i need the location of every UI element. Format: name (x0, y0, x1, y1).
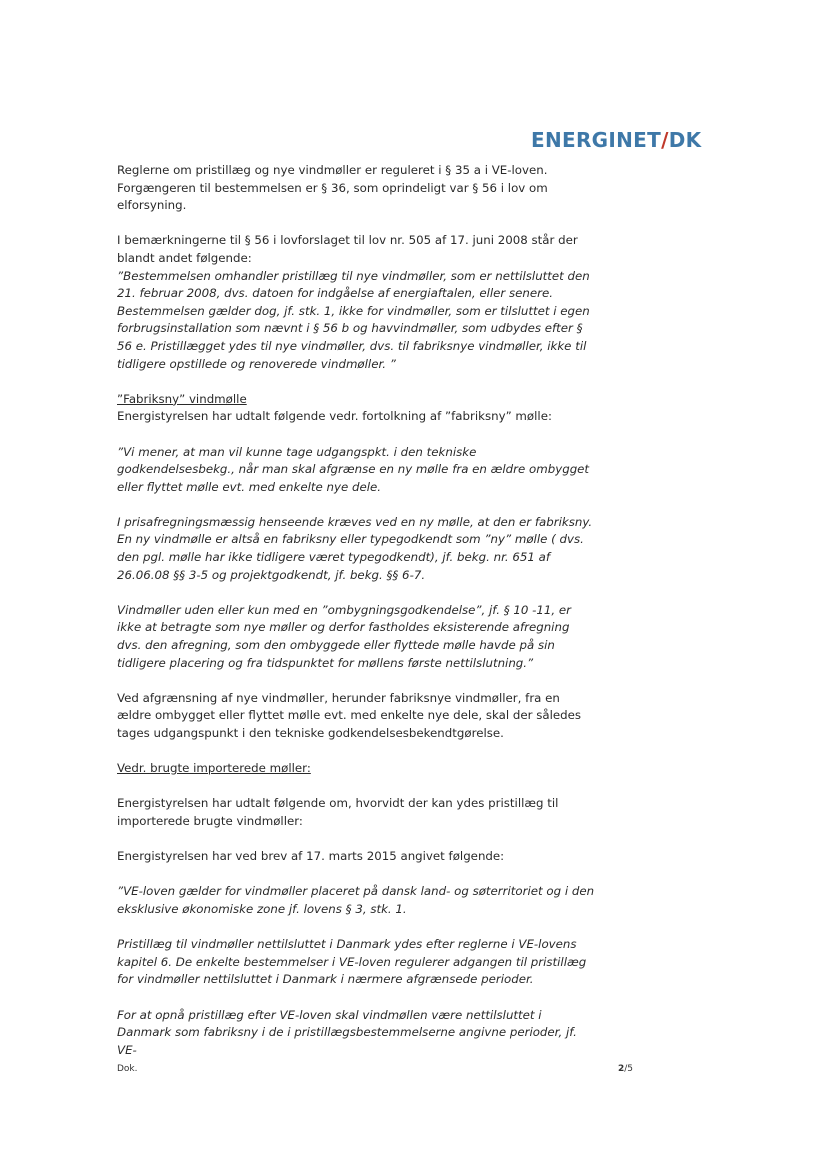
quote-fabriksny-3: Vindmøller uden eller kun med en ”ombygningsgodkendelse”, jf. § 10 -11, er ikke at betragte som nye møller og derfor fastholdes eksisterende afregning dvs. den afregning, som den ombyggede eller flyttede mølle havde på sin tidligere placering og fra tidspunktet for møllens første nettilslutning.” (117, 602, 572, 670)
quote-ve-loven-1: ”VE-loven gælder for vindmøller placeret på dansk land- og søterritoriet og i den eksklusive økonomiske zone jf. lovens § 3, stk. 1. (117, 884, 595, 916)
paragraph-brev: Energistyrelsen har ved brev af 17. marts 2015 angivet følgende: (117, 849, 505, 864)
quote-fabriksny-1: ”Vi mener, at man vil kunne tage udgangspkt. i den tekniske godkendelsesbekg., når man skal afgrænse en ny mølle fra en ældre ombygget eller flyttet mølle evt. med enkelte nye dele. (117, 444, 590, 494)
footer-doc-label: Dok. (117, 1064, 138, 1074)
paragraph-intro: Reglerne om pristillæg og nye vindmøller er reguleret i § 35 a i VE-loven. Forgængeren til bestemmelsen er § 36, som oprindeligt var § 56 i lov om elforsyning. (117, 163, 548, 213)
heading-importerede: Vedr. brugte importerede møller: (117, 761, 311, 776)
paragraph-importerede: Energistyrelsen har udtalt følgende om, hvorvidt der kan ydes pristillæg til importerede brugte vindmøller: (117, 796, 559, 828)
quote-ve-loven-3: For at opnå pristillæg efter VE-loven skal vindmøllen være nettilsluttet i Danmark som fabriksny i de i pristillægsbestemmelserne angivne perioder, jf. VE- (117, 1007, 577, 1057)
quote-fabriksny-2: I prisafregningsmæssig henseende kræves ved en ny mølle, at den er fabriksny. En ny vindmølle er altså en fabriksny eller typegodkendt som ”ny” mølle ( dvs. den pgl. mølle har ikke tidligere været typegodkendt), jf. bekg. nr. 651 af 26.06.08 §§ 3-5 og projektgodkendt, jf. bekg. §§ 6-7. (117, 514, 593, 582)
quote-ve-loven-2: Pristillæg til vindmøller nettilsluttet i Danmark ydes efter reglerne i VE-lovens kapitel 6. De enkelte bestemmelser i VE-loven regulerer adgangen til pristillæg for vindmøller nettilsluttet i Danmark i nærmere afgrænsede perioder. (117, 937, 587, 987)
quote-remarks: ”Bestemmelsen omhandler pristillæg til nye vindmøller, som er nettilsluttet den 21. februar 2008, dvs. datoen for indgåelse af energiaftalen, eller senere. Bestemmelsen gælder dog, jf. stk. 1, ikke for vindmøller, som er tilsluttet i egen forbrugsinstallation som nævnt i § 56 b og havvindmøller, som udbydes efter § 56 e. Pristillægget ydes til nye vindmøller, dvs. til fabriksnye vindmøller, ikke til tidligere opstillede og renoverede vindmøller. ” (117, 268, 590, 371)
heading-fabriksny: ”Fabriksny” vindmølle (117, 391, 247, 406)
page-number (618, 1064, 633, 1074)
paragraph-remarks-intro: I bemærkningerne til § 56 i lovforslaget til lov nr. 505 af 17. juni 2008 står der blandt andet følgende: (117, 233, 578, 265)
logo-text-left: ENERGINET (531, 128, 662, 152)
document-body (117, 162, 597, 1077)
logo-text-right: DK (668, 128, 702, 152)
paragraph-energistyrelsen-fabriksny: Energistyrelsen har udtalt følgende vedr. fortolkning af ”fabriksny” mølle: (117, 409, 552, 424)
energinet-logo (531, 128, 701, 152)
logo-slash: / (661, 128, 669, 152)
paragraph-afgraensning: Ved afgrænsning af nye vindmøller, herunder fabriksnye vindmøller, fra en ældre ombygget eller flyttet mølle evt. med enkelte nye dele, skal der således tages udgangspunkt i den tekniske godkendelsesbekendtgørelse. (117, 690, 582, 740)
page-total: /5 (624, 1064, 634, 1074)
page-current: 2 (618, 1064, 625, 1074)
